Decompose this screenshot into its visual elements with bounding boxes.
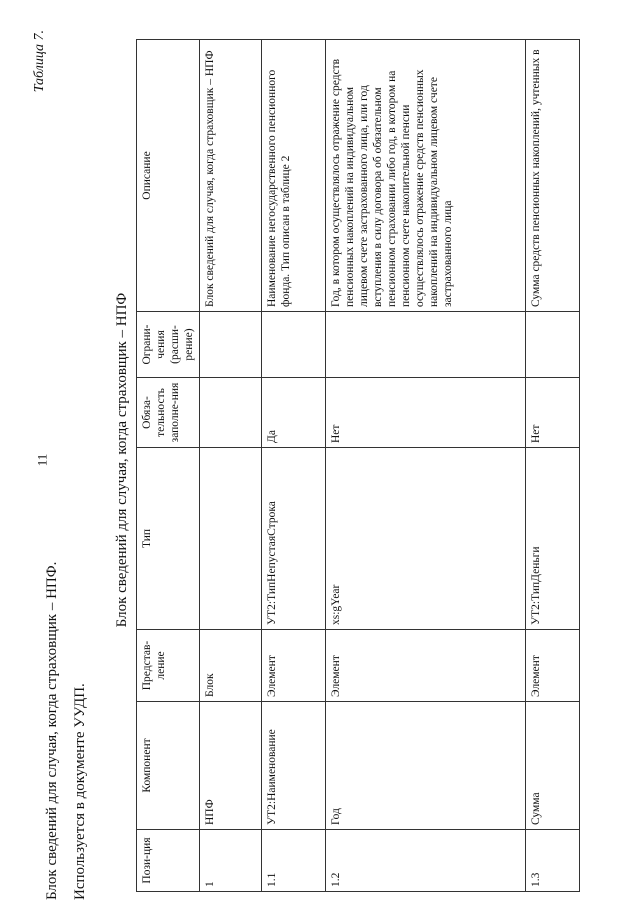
intro-text-line-2: Используется в документе УУДП. (72, 683, 88, 900)
header-component: Компонент (137, 702, 200, 830)
cell-component: Сумма (526, 702, 580, 830)
cell-description: Наименование негосударственного пенсионного фонда. Тип описан в таблице 2 (262, 40, 326, 312)
table-header-row (137, 40, 200, 892)
cell-description: Блок сведений для случая, когда страховщик – НПФ (200, 40, 262, 312)
cell-type: УТ2:ТипДеньги (526, 448, 580, 630)
intro-text-line-1: Блок сведений для случая, когда страховщик – НПФ. (44, 561, 60, 900)
cell-description: Год, в котором осуществлялось отражение средств пенсионных накоплений на индивидуальном лицевом счете застрахованного лица, или год вступления в силу договора об обязательном пенсионном страховании либо год, в котором на пенсионном счете накопительной пенсии осуществлялось отражение средств пенсионных накоплений на индивидуальном лицевом счете застрахованного лица (326, 40, 526, 312)
cell-type (200, 448, 262, 630)
cell-position: 1 (200, 830, 262, 892)
cell-required: Да (262, 378, 326, 448)
table-row (326, 40, 526, 892)
table-row (200, 40, 262, 892)
cell-representation: Блок (200, 630, 262, 702)
cell-representation: Элемент (262, 630, 326, 702)
cell-component: НПФ (200, 702, 262, 830)
cell-required: Нет (326, 378, 526, 448)
cell-restrictions (262, 312, 326, 378)
cell-restrictions (326, 312, 526, 378)
page-number: 11 (34, 453, 50, 467)
cell-type: УТ2:ТипНепустаяСтрока (262, 448, 326, 630)
cell-required: Нет (526, 378, 580, 448)
header-position: Пози-ция (137, 830, 200, 892)
cell-type: xs:gYear (326, 448, 526, 630)
header-representation: Представ-ление (137, 630, 200, 702)
cell-restrictions (526, 312, 580, 378)
table-row (262, 40, 326, 892)
rotated-page-content (32, 20, 632, 900)
table-title: Блок сведений для случая, когда страховщик – НПФ (114, 292, 130, 628)
cell-description: Сумма средств пенсионных накоплений, учтенных в (526, 40, 580, 312)
data-table (136, 39, 580, 892)
cell-position: 1.3 (526, 830, 580, 892)
cell-restrictions (200, 312, 262, 378)
header-description: Описание (137, 40, 200, 312)
cell-component: УТ2:Наименование (262, 702, 326, 830)
cell-position: 1.1 (262, 830, 326, 892)
header-required: Обяза-тельность заполне-ния (137, 378, 200, 448)
cell-position: 1.2 (326, 830, 526, 892)
header-type: Тип (137, 448, 200, 630)
table-row (526, 40, 580, 892)
cell-representation: Элемент (526, 630, 580, 702)
cell-representation: Элемент (326, 630, 526, 702)
cell-component: Год (326, 702, 526, 830)
cell-required (200, 378, 262, 448)
table-caption: Таблица 7. (32, 30, 47, 93)
header-restrictions: Ограни-чения (расши-рение) (137, 312, 200, 378)
